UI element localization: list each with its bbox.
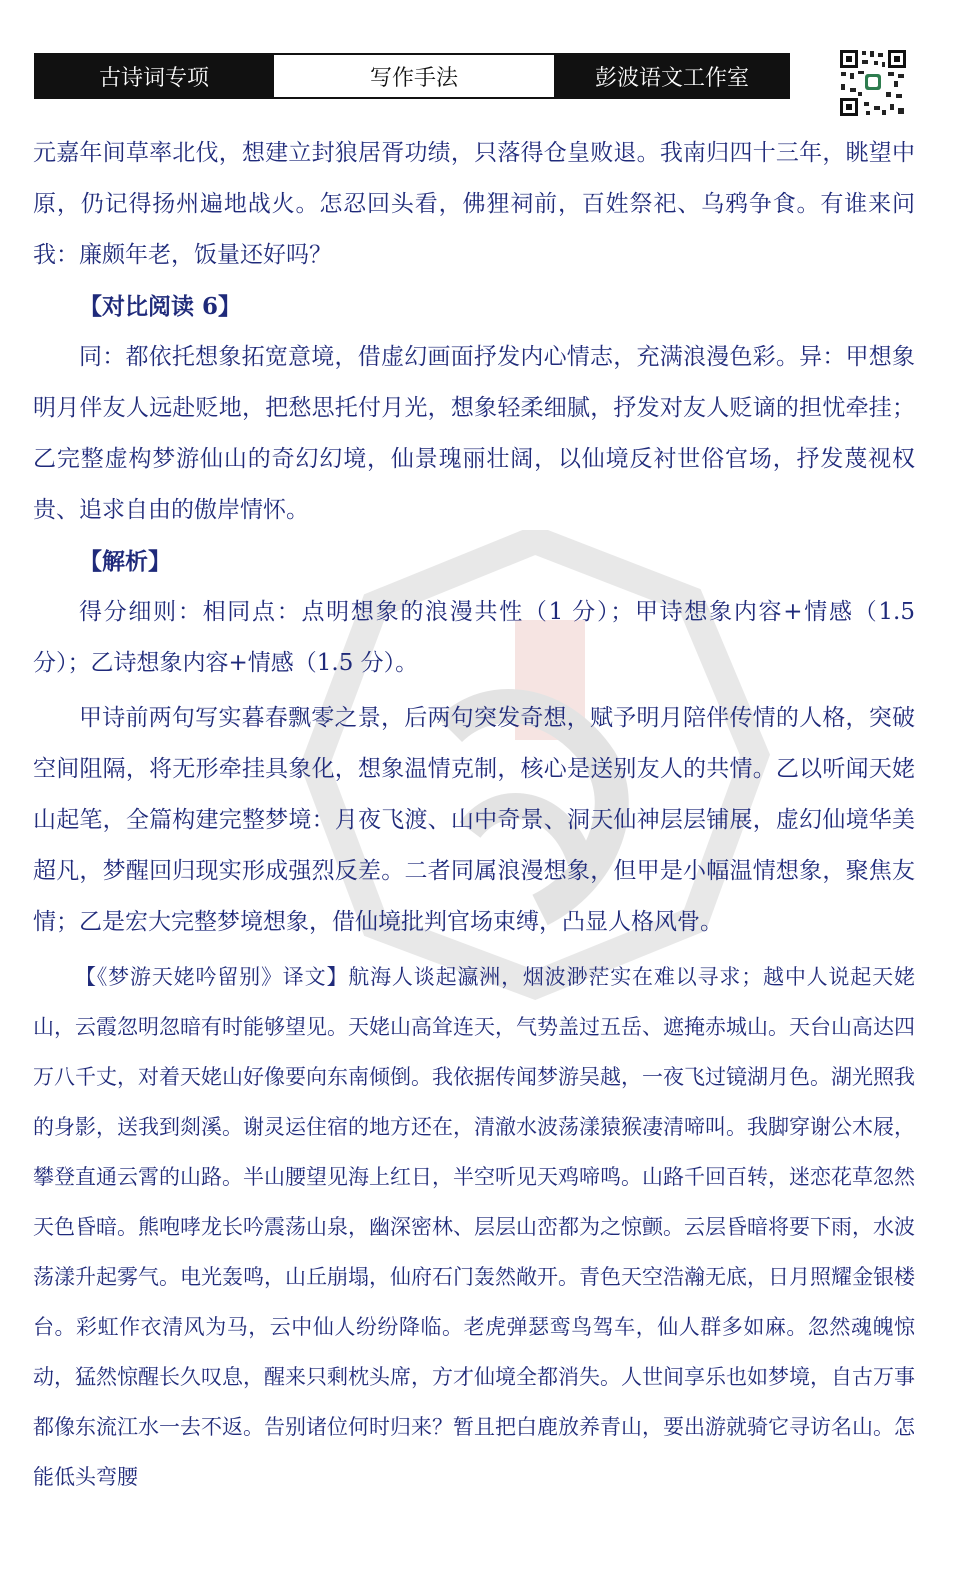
header-topic: 古诗词专项 <box>36 55 272 97</box>
header-studio: 彭波语文工作室 <box>556 55 788 97</box>
paragraph-scoring: 得分细则：相同点：点明想象的浪漫共性（1 分）；甲诗想象内容+情感（1.5 分）；乙诗想象内容+情感（1.5 分）。 <box>33 599 915 676</box>
paragraph-analysis: 甲诗前两句写实暮春飘零之景，后两句突发奇想，赋予明月陪伴传情的人格，突破空间阻隔，将无形牵挂具象化，想象温情克制，核心是送别友人的共情。乙以听闻天姥山起笔，全篇构建完整梦境：月夜飞渡、山中奇景、洞天仙神层层铺展，虚幻仙境华美超凡，梦醒回归现实形成强烈反差。二者同属浪漫想象，但甲是小幅温情想象，聚焦友情；乙是宏大完整梦境想象，借仙境批判官场束缚，凸显人格风骨。 <box>33 705 915 935</box>
paragraph-translation-end: 元嘉年间草率北伐，想建立封狼居胥功绩，只落得仓皇败退。我南归四十三年，眺望中原，仍记得扬州遍地战火。怎忍回头看，佛狸祠前，百姓祭祀、乌鸦争食。有谁来问我：廉颇年老，饭量还好吗？ <box>33 140 915 268</box>
header-subject: 写作手法 <box>272 55 556 97</box>
section-heading-analysis: 【解析】 <box>79 548 171 575</box>
qr-code-icon <box>838 48 908 118</box>
paragraph-answer: 同：都依托想象拓宽意境，借虚幻画面抒发内心情志，充满浪漫色彩。异：甲想象明月伴友人远赴贬地，把愁思托付月光，想象轻柔细腻，抒发对友人贬谪的担忧牵挂；乙完整虚构梦游仙山的奇幻幻境，仙景瑰丽壮阔，以仙境反衬世俗官场，抒发蔑视权贵、追求自由的傲岸情怀。 <box>33 344 915 523</box>
header-bar <box>34 53 790 99</box>
section-heading-comparison-6: 【对比阅读 6】 <box>79 293 242 320</box>
document-body <box>33 128 915 1502</box>
paragraph-dream-translation: 【《梦游天姥吟留别》译文】航海人谈起瀛洲，烟波渺茫实在难以寻求；越中人说起天姥山，云霞忽明忽暗有时能够望见。天姥山高耸连天，气势盖过五岳、遮掩赤城山。天台山高达四万八千丈，对着天姥山好像要向东南倾倒。我依据传闻梦游吴越，一夜飞过镜湖月色。湖光照我的身影，送我到剡溪。谢灵运住宿的地方还在，清澈水波荡漾猿猴凄清啼叫。我脚穿谢公木屐，攀登直通云霄的山路。半山腰望见海上红日，半空听见天鸡啼鸣。山路千回百转，迷恋花草忽然天色昏暗。熊咆哮龙长吟震荡山泉，幽深密林、层层山峦都为之惊颤。云层昏暗将要下雨，水波荡漾升起雾气。电光轰鸣，山丘崩塌，仙府石门轰然敞开。青色天空浩瀚无底，日月照耀金银楼台。彩虹作衣清风为马，云中仙人纷纷降临。老虎弹瑟鸾鸟驾车，仙人群多如麻。忽然魂魄惊动，猛然惊醒长久叹息，醒来只剩枕头席，方才仙境全都消失。人世间享乐也如梦境，自古万事都像东流江水一去不返。告别诸位何时归来？暂且把白鹿放养青山，要出游就骑它寻访名山。怎能低头弯腰 <box>33 965 915 1489</box>
